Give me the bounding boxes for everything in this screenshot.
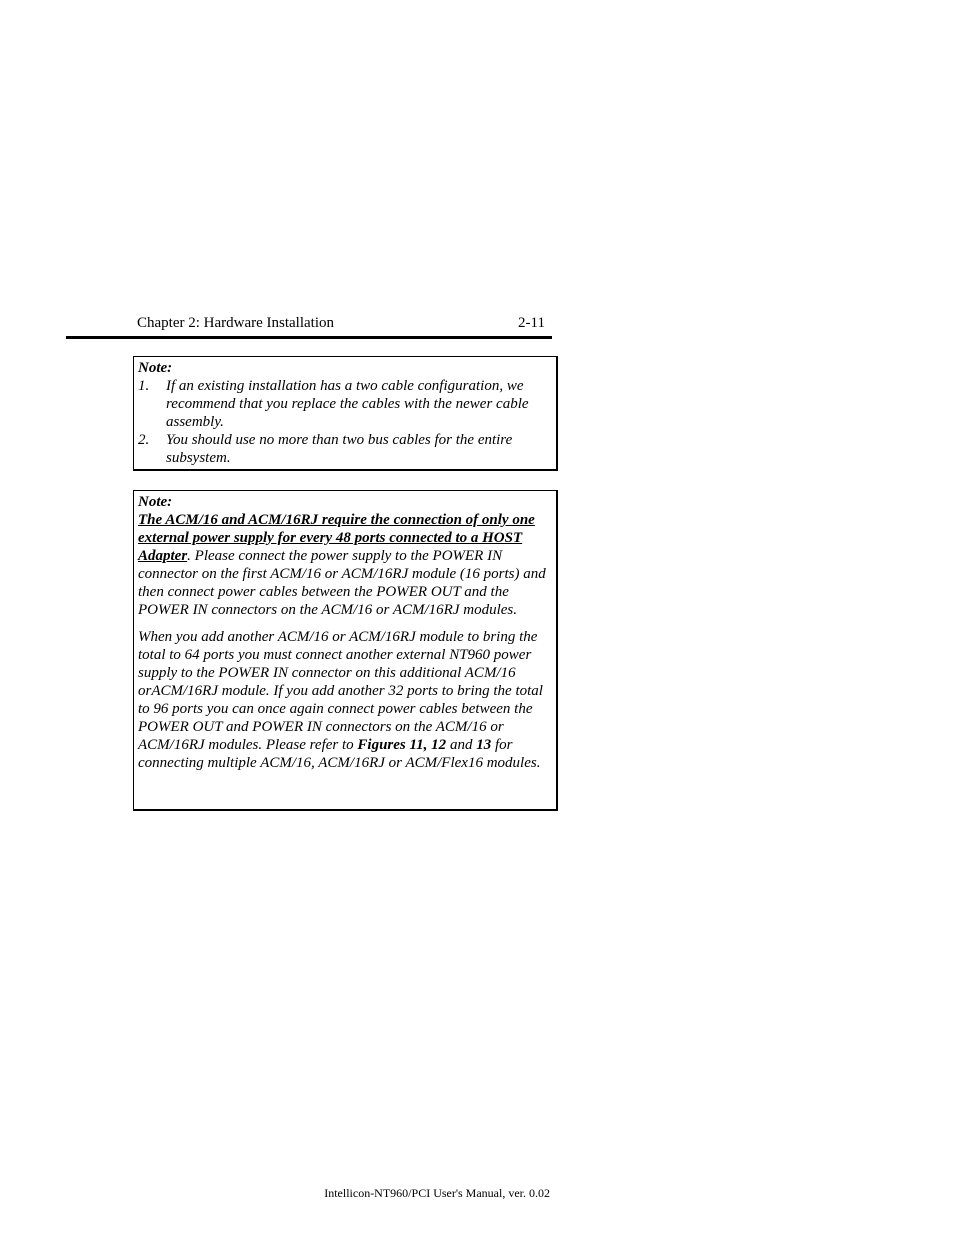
list-item — [138, 431, 554, 467]
note-paragraph — [138, 628, 554, 772]
page-number: 2-11 — [518, 315, 545, 331]
list-item — [138, 377, 554, 431]
list-number: 2. — [138, 432, 150, 448]
page-footer: Intellicon-NT960/PCI User's Manual, ver. 0.02 — [324, 1186, 550, 1200]
list-text: You should use no more than two bus cables for the entire subsystem. — [166, 432, 513, 466]
note-title: Note: — [138, 494, 173, 510]
paragraph-text: . Please connect the power supply to the POWER IN connector on the first ACM/16 or ACM/16RJ module (16 ports) and then connect power cables between the POWER OUT and the POWER IN connectors on the ACM/16 or ACM/16RJ modules. — [138, 548, 546, 618]
paragraph-text: When you add another ACM/16 or ACM/16RJ module to bring the total to 64 ports you must connect another external NT960 power supply to the POWER IN connector on this additional ACM/16 orACM/16RJ module. If you add another 32 ports to bring the total to 96 ports you can once again connect power cables between the POWER OUT and POWER IN connectors on the ACM/16 or ACM/16RJ modules. Please refer to — [138, 629, 543, 753]
note-box-power — [133, 490, 558, 811]
paragraph-text: for connecting multiple ACM/16, ACM/16RJ or ACM/Flex16 modules. — [138, 737, 541, 771]
page-header — [66, 313, 552, 339]
list-text: If an existing installation has a two cable configuration, we recommend that you replace the cables with the newer cable assembly. — [166, 378, 529, 430]
note-box-cables — [133, 356, 558, 471]
note-paragraph — [138, 511, 554, 619]
figure-reference: Figures 11, 12 — [357, 737, 447, 753]
note-title: Note: — [138, 360, 173, 376]
emphasis-text: The ACM/16 and ACM/16RJ require the connection of only one external power supply for every 48 ports connected to a HOST Adapter — [138, 512, 535, 564]
paragraph-text: and — [446, 737, 477, 753]
figure-reference: 13 — [476, 737, 492, 753]
chapter-title: Chapter 2: Hardware Installation — [137, 315, 335, 331]
list-number: 1. — [138, 378, 150, 394]
